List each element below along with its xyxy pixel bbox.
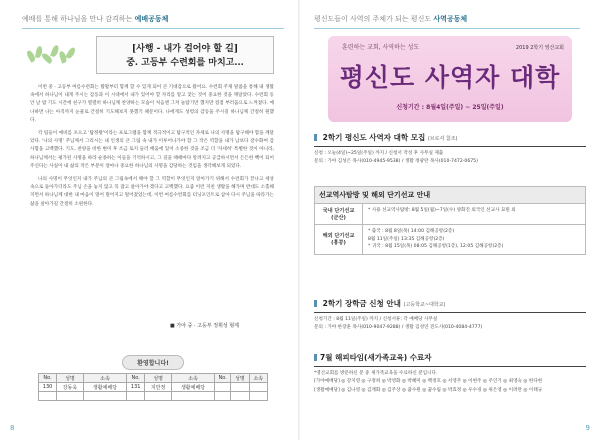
table-cell: 131 xyxy=(127,383,145,392)
graduate-title: 7월 해피타임(새가족교육) 수료자 xyxy=(314,352,586,363)
academy-banner xyxy=(328,36,572,122)
welcome-header-cell: 성명 xyxy=(57,374,84,383)
leaf-ornament-icon xyxy=(24,40,84,66)
right-header-rule xyxy=(314,28,580,29)
trip-line: 8월 11일(주일) 13:35 김해공항(2층) xyxy=(368,236,445,242)
banner-edition: 2019 2학기 영산교회 xyxy=(515,45,564,51)
mission-trip-table xyxy=(314,204,586,255)
trip-line: * 사용 선교역사탐방: 8월 5일(월)~7일(수) 양화진 외국인 선교사 묘원 외 xyxy=(368,208,516,213)
left-page-number: 8 xyxy=(10,424,15,432)
right-page-header xyxy=(314,14,467,24)
list-item: 문의 : 가야 김성은 목사(010-4945-9538) / 생활 정광란 목사(010-7472-0675) xyxy=(314,158,478,164)
scholarship-title xyxy=(314,298,586,309)
right-header-prefix: 평신도들이 사역의 주체가 되는 평신도 xyxy=(314,15,432,23)
right-header-highlight: 사역공동체 xyxy=(433,15,468,23)
welcome-box xyxy=(38,355,268,401)
table-row xyxy=(39,383,268,392)
left-header-highlight: 예배공동체 xyxy=(134,15,169,23)
list-item: 신청기간 : 8월 11일(주일) 까지 / 신청서류: 각 예배당 사무실 xyxy=(314,317,438,322)
table-cell xyxy=(215,392,231,401)
table-cell: 생활예배당 xyxy=(171,383,214,392)
welcome-header-cell: No. xyxy=(215,374,231,383)
trip-label-overseas: 해외 단기선교 (홍콩) xyxy=(315,225,363,254)
left-header-prefix: 예배를 통해 하나님을 만나 감격하는 xyxy=(22,15,133,23)
section-rule xyxy=(314,312,586,313)
banner-subtitle: 훈련하는 교회, 사역하는 성도 xyxy=(342,44,420,51)
table-cell xyxy=(231,383,249,392)
table-cell: 130 xyxy=(39,383,57,392)
trip-body-overseas xyxy=(363,225,585,254)
scholarship-section xyxy=(314,298,586,331)
banner-period: 신청기간 : 8월4일(주일) ~ 25일(주일) xyxy=(396,104,504,111)
mission-trip-title: 선교역사탐방 및 해외 단기선교 안내 xyxy=(314,186,586,204)
scholarship-title-text: 2학기 장학금 신청 안내 xyxy=(322,299,401,308)
table-cell: 생활예배당 xyxy=(83,383,126,392)
article-byline: ■ 가야 중 · 고등부 정휘성 형제 xyxy=(170,322,239,329)
section-rule xyxy=(314,146,586,147)
welcome-header-cell: 소속 xyxy=(249,374,267,383)
article-paragraph: 나의 사명이 무엇인지 내가 주님의 큰 그림속에서 해야 할 그 역할이 무엇인지 알아가기 위해서 수련회가 끝나고 세상속으로 돌아가더라도 주님 손을 놓지 않고 꼭 잡고 살아가야 겠다고 고백했다. 요즘 이런 지친 생활을 해가며 반대도 소홀해지면서 하나님께 대한 내 마음이 멀어 멀어지고 멀어졌었는데, 이번 여름수련회를 터닝포인트로 삼아 다시 주님을 따라가는 삶을 살아가길 간절히 소원한다. xyxy=(30,177,274,207)
table-cell xyxy=(39,392,57,401)
article-title-line2: 중. 고등부 수련회를 마치고... xyxy=(126,58,244,68)
table-cell xyxy=(249,383,267,392)
welcome-header-cell: 소속 xyxy=(83,374,126,383)
welcome-header-cell: 소속 xyxy=(171,374,214,383)
table-cell xyxy=(231,392,249,401)
left-header-rule xyxy=(22,28,284,29)
list-item: 문의 : 가야 한장훈 목사(010-9047-9288) / 생활 김성연 전도사(010-4084-4777) xyxy=(314,324,483,330)
recruit-bullets xyxy=(314,150,586,165)
recruit-title-tag: (브로셔 참조) xyxy=(427,136,458,142)
welcome-header-cell: No. xyxy=(127,374,145,383)
graduate-intro: *영산교회를 방문하신 분 중 새가족교육을 수료하신 분입니다. xyxy=(314,371,438,376)
mission-trip-section xyxy=(314,186,586,255)
article-paragraph: 각 팀들이 예비를 포으고 '탐정왕'이라는 프로그램을 함께 적극적이고 탐구적인 자세로 나의 사명을 탐구해야 함을 깨달았다. '나의 사명' 주님께서 그리시는 내 인생의 큰 그림 속 내가 이루어나가야 할 그 작은 역할을 내가 남보다 잘수화여 감사함을 고백했다. 기도, 찬양을 비한 변미 후 조금 토지 들러 배움에 있어 소중한 것을 조금 더 '자세히' 특별한 것이 아니라, 하나님께서는 평가된 사명을 따라 순종하는 이들을 기억하시고, 그 길을 때때마다 알려지고 공급하시면서 든든한 빽이 되어주신다는 사실이 내 삶의 작은 부분이 얼마나 중요한 하나님의 사명을 감당하는 것임을 생각해보게 되었다. xyxy=(30,131,274,169)
table-cell xyxy=(215,383,231,392)
table-cell: 지만정 xyxy=(145,383,172,392)
welcome-table xyxy=(38,373,268,401)
right-page xyxy=(300,0,600,440)
table-cell xyxy=(127,392,145,401)
banner-title: 평신도 사역자 대학 xyxy=(339,63,561,92)
right-page-number: 9 xyxy=(585,424,590,432)
table-cell xyxy=(83,392,126,401)
recruit-title xyxy=(314,132,586,143)
recruit-section xyxy=(314,132,586,165)
recruit-title-text: 2학기 평신도 사역자 대학 모집 xyxy=(322,133,426,142)
trip-label-domestic: 국내 단기선교 (군산) xyxy=(315,204,363,225)
table-row xyxy=(39,392,268,401)
section-rule xyxy=(314,366,586,367)
testimony-article xyxy=(30,84,274,214)
table-cell xyxy=(249,392,267,401)
welcome-header-cell: 성명 xyxy=(231,374,249,383)
table-cell xyxy=(171,392,214,401)
article-paragraph: 이번 중 · 고등부 여름수련회는 활활부터 함께 할 수 있게 되어 큰 기대감으로 왔어요. 수련회 주제 말씀을 통해 내 생활 속에서 하나님이 내게 주시는 감동과 이 시대에서 내가 있어야 할 자리를 알고 찾는 것이 중요한 것을 깨달았다. 수련회 동안 날 밤 기도 시간에 친구가 열렬히 하나님께 찬양하는 모습이 처음엔 그저 놀랍기만 했지만 점점 부러움으로 느껴졌다. 예나하면 나는 아직까지 눈물로 간절히 기도해보지 못했기 때문이다. 나에게도 성령의 감동을 주시길 하나님께 간절히 원했다. xyxy=(30,85,274,123)
graduate-group-gaya: [가야예배당] ◎ 강지영 ◎ 구정희 ◎ 박영화 ◎ 박혜미 ◎ 백정호 ◎ 서영주 ◎ 이현주 ◎ 주인기 ◎ 최영숙 ◎ 한다현 xyxy=(314,378,543,384)
table-cell xyxy=(145,392,172,401)
welcome-header-row xyxy=(39,374,268,383)
scholarship-bullets xyxy=(314,316,586,331)
table-cell xyxy=(57,392,84,401)
list-item: 신청 : 오늘(4일)~25일(주일) 까지 / 신청서 작성 후 사무실 제출 xyxy=(314,151,444,156)
article-title-box xyxy=(96,36,274,74)
trip-body-domestic xyxy=(363,204,585,225)
graduate-group-saenghwal: [생활예배당] ◎ 김나영 ◎ 김재화 ◎ 김주상 ◎ 꿈수원 ◎ 꿈수림 ◎ 박효정 ◎ 우수경 ◎ 위은영 ◎ 이려란 ◎ 이태규 xyxy=(314,388,543,393)
welcome-title: 환영합니다! xyxy=(122,355,184,370)
welcome-header-cell: No. xyxy=(39,374,57,383)
trip-line: * 출국 : 8월 8일(목) 14:00 김해공항(2층) xyxy=(368,229,455,234)
trip-line: * 귀국 : 8월 15일(목) 08:05 김해공항(1층), 12:05 김해공항(2층) xyxy=(368,244,504,249)
welcome-header-cell: 성명 xyxy=(145,374,172,383)
article-title-line1: [사행 - 내가 걸어야 할 길] xyxy=(131,44,239,54)
graduate-section xyxy=(314,352,586,397)
left-page-header xyxy=(22,14,168,24)
graduate-list xyxy=(314,370,586,395)
scholarship-title-tag: (고등학교~대학교) xyxy=(403,302,446,308)
table-cell: 강동욱 xyxy=(57,383,84,392)
